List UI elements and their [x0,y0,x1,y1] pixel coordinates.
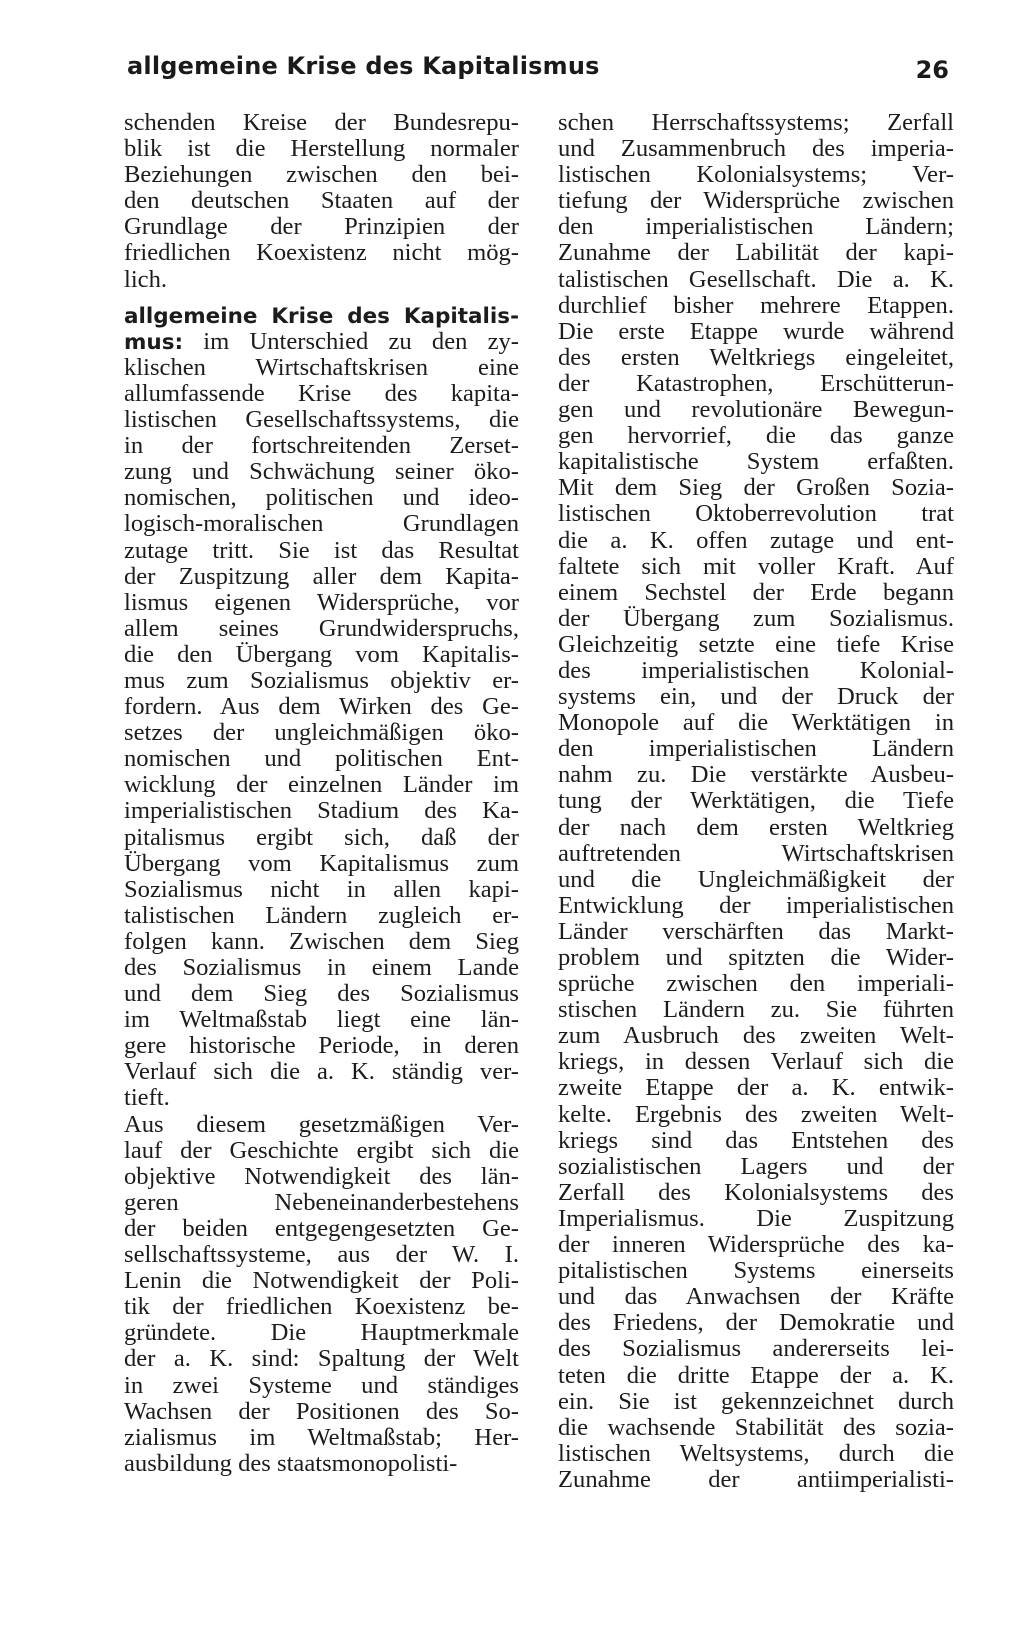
text-line: zum Ausbruch des zweiten Welt- [558,1022,954,1050]
text-line: der Katastrophen, Erschütterun- [558,369,954,397]
text-line: ausbildung des staatsmonopolisti- [124,1449,458,1477]
text-line: schen Herrschaftssystems; Zerfall [558,109,954,136]
text-line: listischen Weltsystems, durch die [558,1439,954,1467]
text-line: listischen Kolonialsystems; Ver- [558,161,954,189]
previous-entry-continuation [124,110,519,293]
text-line: Gleichzeitig setzte eine tiefe Krise [558,630,954,658]
entry-definition-start: im Unterschied zu den zy- [183,327,519,355]
text-line: Länder verschärften das Markt- [558,917,954,945]
text-line: auftretenden Wirtschaftskrisen [558,839,954,867]
text-line: die den Übergang vom Kapitalis- [124,640,519,668]
text-line: allem seines Grundwiderspruchs, [124,614,519,642]
text-line: pitalismus ergibt sich, daß der [124,823,519,851]
entry-head-line [124,303,519,329]
text-line: tieft. [124,1084,170,1112]
text-line: talistischen Gesellschaft. Die a. K. [558,265,954,293]
text-line: teten die dritte Etappe der a. K. [558,1361,954,1389]
text-line: Zerfall des Kolonialsystems des [558,1178,954,1206]
text-line: kelte. Ergebnis des zweiten Welt- [558,1100,954,1128]
text-line: Wachsen der Positionen des So- [124,1397,519,1425]
text-line: kriegs sind das Entstehen des [558,1126,954,1154]
text-line: nomischen und politischen Ent- [124,745,519,773]
text-line: zung und Schwächung seiner öko- [124,458,519,486]
text-line: Zunahme der Labilität der kapi- [558,239,954,267]
text-line: den imperialistischen Ländern [558,735,954,763]
text-line: sprüche zwischen den imperiali- [558,970,954,998]
text-line: Die erste Etappe wurde während [558,317,954,345]
text-line: Grundlage der Prinzipien der [124,213,519,241]
text-line: die wachsende Stabilität des sozia- [558,1413,954,1441]
text-line: kriegs, in dessen Verlauf sich die [558,1048,954,1076]
text-line: nahm zu. Die verstärkte Ausbeu- [558,761,954,789]
text-line: folgen kann. Zwischen dem Sieg [124,927,519,955]
text-line: der a. K. sind: Spaltung der Welt [124,1345,519,1373]
text-line: kapitalistische System erfaßten. [558,448,954,476]
text-line: Lenin die Notwendigkeit der Poli- [124,1267,519,1295]
text-line: Zunahme der antiimperialisti- [558,1465,954,1493]
text-line: zweite Etappe der a. K. entwik- [558,1074,954,1102]
page-number: 26 [915,56,949,84]
entry-body [124,355,519,1477]
text-line: der Übergang zum Sozialismus. [558,604,954,632]
text-line: logisch-moralischen Grundlagen [124,510,519,538]
text-line: tik der friedlichen Koexistenz be- [124,1293,519,1321]
text-line: sellschaftssysteme, aus der W. I. [124,1241,519,1269]
text-line: listischen Gesellschaftssystems, die [124,406,519,434]
text-line: imperialistischen Stadium des Ka- [124,797,519,825]
text-line: und dem Sieg des Sozialismus [124,980,519,1008]
text-line: des imperialistischen Kolonial- [558,656,954,684]
text-line: lismus eigenen Widersprüche, vor [124,588,519,616]
text-line: und die Ungleichmäßigkeit der [558,865,954,893]
text-line: stischen Ländern zu. Sie führten [558,996,954,1024]
text-line: Verlauf sich die a. K. ständig ver- [124,1058,519,1086]
text-line: listischen Oktoberrevolution trat [558,500,954,528]
text-line: und Zusammenbruch des imperia- [558,135,954,163]
text-line: wicklung der einzelnen Länder im [124,771,519,799]
text-line: gen und revolutionäre Bewegun- [558,396,954,424]
text-line: der beiden entgegengesetzten Ge- [124,1214,519,1242]
text-line: und das Anwachsen der Kräfte [558,1283,954,1311]
text-line: im Weltmaßstab liegt eine län- [124,1006,519,1034]
text-line: nomischen, politischen und ideo- [124,484,519,512]
text-line: lauf der Geschichte ergibt sich die [124,1136,519,1164]
text-line: allumfassende Krise des kapita- [124,379,519,407]
text-line: durchlief bisher mehrere Etappen. [558,291,954,319]
text-line: schenden Kreise der Bundesrepu- [124,109,519,136]
text-line: ein. Sie ist gekennzeichnet durch [558,1387,954,1415]
text-line: gere historische Periode, in deren [124,1032,519,1060]
text-line: tung der Werktätigen, die Tiefe [558,787,954,815]
text-line: pitalistischen Systems einerseits [558,1257,954,1285]
text-line: einem Sechstel der Erde begann [558,578,954,606]
text-line: talistischen Ländern zugleich er- [124,901,519,929]
text-line: gründete. Die Hauptmerkmale [124,1319,519,1347]
entry-headword: allgemeine Krise des Kapitalis- [124,303,519,329]
text-line: der Zuspitzung aller dem Kapita- [124,562,519,590]
text-line: den imperialistischen Ländern; [558,213,954,241]
text-line: den deutschen Staaten auf der [124,187,519,215]
right-column-text [558,110,954,1493]
text-line: die a. K. offen zutage und ent- [558,526,954,554]
text-line: Beziehungen zwischen den bei- [124,161,519,189]
text-line: Sozialismus nicht in allen kapi- [124,875,519,903]
text-line: setzes der ungleichmäßigen öko- [124,719,519,747]
text-line: klischen Wirtschaftskrisen eine [124,353,519,381]
text-line: des Sozialismus in einem Lande [124,954,519,981]
text-line: lich. [124,265,168,293]
text-line: mus zum Sozialismus objektiv er- [124,666,519,694]
text-line: fordern. Aus dem Wirken des Ge- [124,693,519,721]
text-line: zialismus im Weltmaßstab; Her- [124,1423,519,1451]
text-line: tiefung der Widersprüche zwischen [558,187,954,215]
text-line: der inneren Widersprüche des ka- [558,1231,954,1259]
text-line: Imperialismus. Die Zuspitzung [558,1204,954,1232]
text-line: in der fortschreitenden Zerset- [124,432,519,460]
entry-line [124,329,519,355]
text-line: systems ein, und der Druck der [558,683,954,711]
text-line: objektive Notwendigkeit des län- [124,1162,519,1190]
text-line: zutage tritt. Sie ist das Resultat [124,536,519,564]
running-title: allgemeine Krise des Kapitalismus [127,52,600,80]
text-line: der nach dem ersten Weltkrieg [558,813,954,841]
text-line: gen hervorrief, die das ganze [558,422,954,450]
text-line: Aus diesem gesetzmäßigen Ver- [124,1110,519,1138]
text-line: des ersten Weltkriegs eingeleitet, [558,343,954,371]
text-line: geren Nebeneinanderbestehens [124,1188,519,1216]
text-line: des Friedens, der Demokratie und [558,1309,954,1337]
entry-allgemeine-krise [124,303,519,1477]
text-line: sozialistischen Lagers und der [558,1152,954,1180]
text-line: problem und spitzten die Wider- [558,944,954,971]
text-line: Mit dem Sieg der Großen Sozia- [558,474,954,502]
text-line: des Sozialismus andererseits lei- [558,1335,954,1363]
text-line: Übergang vom Kapitalismus zum [124,849,519,877]
text-line: faltete sich mit voller Kraft. Auf [558,552,954,580]
right-column [558,110,954,1493]
text-line: blik ist die Herstellung normaler [124,135,519,163]
text-line: Entwicklung der imperialistischen [558,891,954,919]
entry-headword-end: mus: [124,329,184,355]
text-line: friedlichen Koexistenz nicht mög- [124,239,519,267]
left-column [124,110,519,1477]
text-line: in zwei Systeme und ständiges [124,1371,519,1399]
text-line: Monopole auf die Werktätigen in [558,709,954,737]
entry-gap [124,293,519,303]
